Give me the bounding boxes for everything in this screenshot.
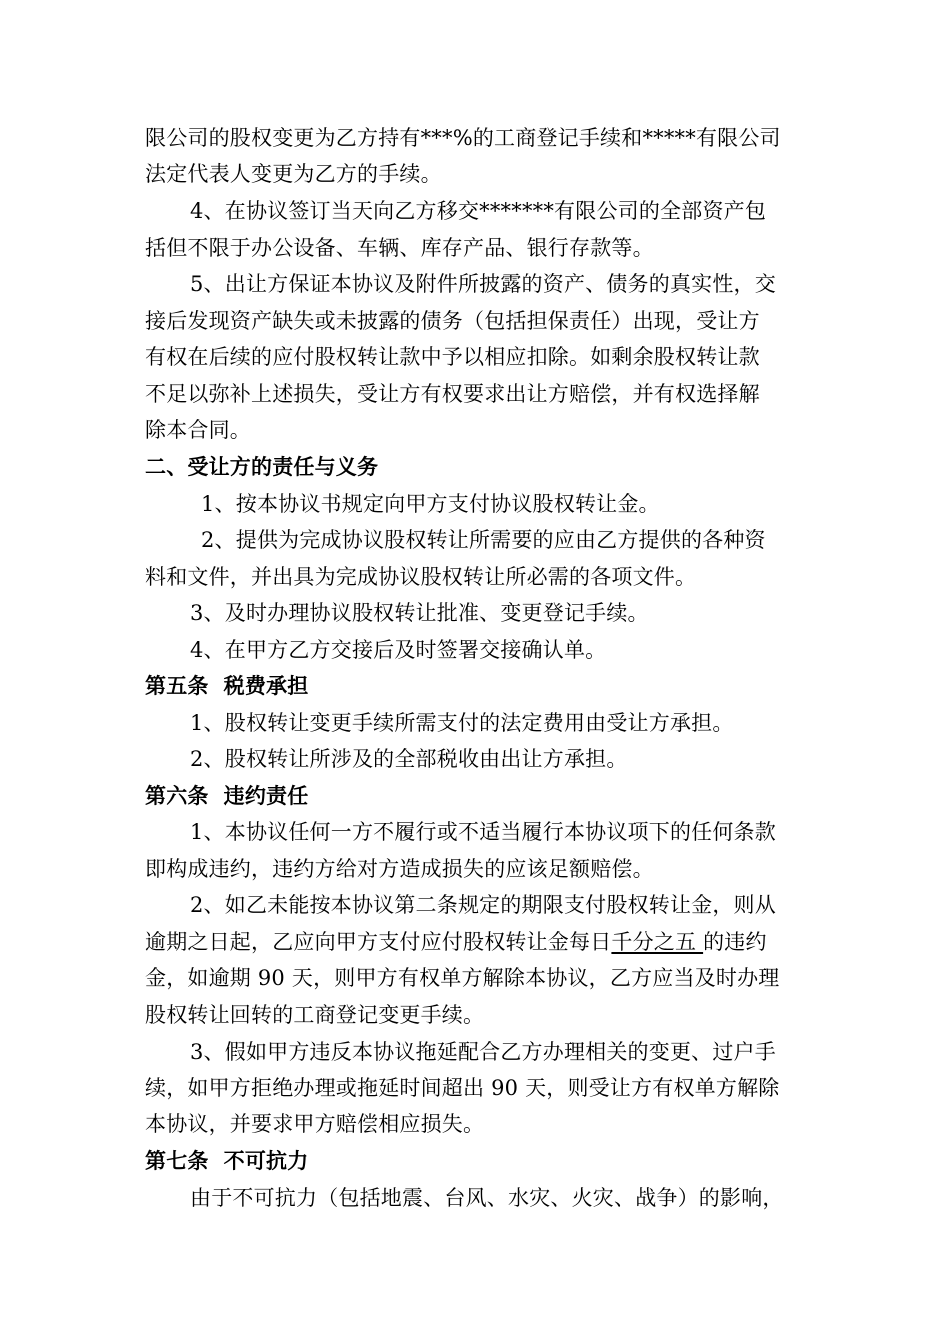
paragraph-line: 续，如甲方拒绝办理或拖延时间超出 90 天，则受让方有权单方解除 [145,1076,780,1100]
clause-line: 1、股权转让变更手续所需支付的法定费用由受让方承担。 [190,711,734,735]
clause-line: 3、假如甲方违反本协议拖延配合乙方办理相关的变更、过户手 [190,1040,776,1064]
clause-line: 1、本协议任何一方不履行或不适当履行本协议项下的任何条款 [190,820,776,844]
section-heading: 二、受让方的责任与义务 [145,455,379,479]
article-heading: 第七条 不可抗力 [145,1149,309,1173]
clause-line: 1、按本协议书规定向甲方支付协议股权转让金。 [201,492,660,516]
article-heading: 第五条 税费承担 [145,674,309,698]
paragraph-line: 有权在后续的应付股权转让款中予以相应扣除。如剩余股权转让款 [145,345,760,369]
paragraph-line: 本协议，并要求甲方赔偿相应损失。 [145,1112,485,1136]
clause-line: 2、如乙未能按本协议第二条规定的期限支付股权转让金，则从 [190,893,776,917]
article-heading: 第六条 违约责任 [145,784,309,808]
paragraph-line: 金，如逾期 90 天，则甲方有权单方解除本协议，乙方应当及时办理 [145,966,780,990]
line-text-after: 的违约 [703,930,767,954]
paragraph-line: 限公司的股权变更为乙方持有***%的工商登记手续和*****有限公司 [145,126,781,150]
clause-line: 3、及时办理协议股权转让批准、变更登记手续。 [190,601,649,625]
paragraph-line: 即构成违约，违约方给对方造成损失的应该足额赔偿。 [145,857,654,881]
clause-line: 2、提供为完成协议股权转让所需要的应由乙方提供的各种资 [201,528,766,552]
line-text-before: 逾期之日起，乙应向甲方支付应付股权转让金每日 [145,930,612,954]
clause-line: 5、出让方保证本协议及附件所披露的资产、债务的真实性，交 [190,272,776,296]
clause-line: 由于不可抗力（包括地震、台风、水灾、火灾、战争）的影响， [190,1186,784,1210]
paragraph-line: 括但不限于办公设备、车辆、库存产品、银行存款等。 [145,236,654,260]
paragraph-line: 料和文件，并出具为完成协议股权转让所必需的各项文件。 [145,565,697,589]
clause-line: 2、股权转让所涉及的全部税收由出让方承担。 [190,747,628,771]
paragraph-line: 除本合同。 [145,418,251,442]
paragraph-line [145,928,767,956]
paragraph-line: 股权转让回转的工商登记变更手续。 [145,1003,485,1027]
paragraph-line: 接后发现资产缺失或未披露的债务（包括担保责任）出现，受让方 [145,309,760,333]
paragraph-line: 不足以弥补上述损失，受让方有权要求出让方赔偿，并有权选择解 [145,382,760,406]
paragraph-line: 法定代表人变更为乙方的手续。 [145,162,442,186]
clause-line: 4、在协议签订当天向乙方移交*******有限公司的全部资产包 [190,199,767,223]
clause-line: 4、在甲方乙方交接后及时签署交接确认单。 [190,638,607,662]
penalty-rate: 千分之五 [611,930,704,954]
